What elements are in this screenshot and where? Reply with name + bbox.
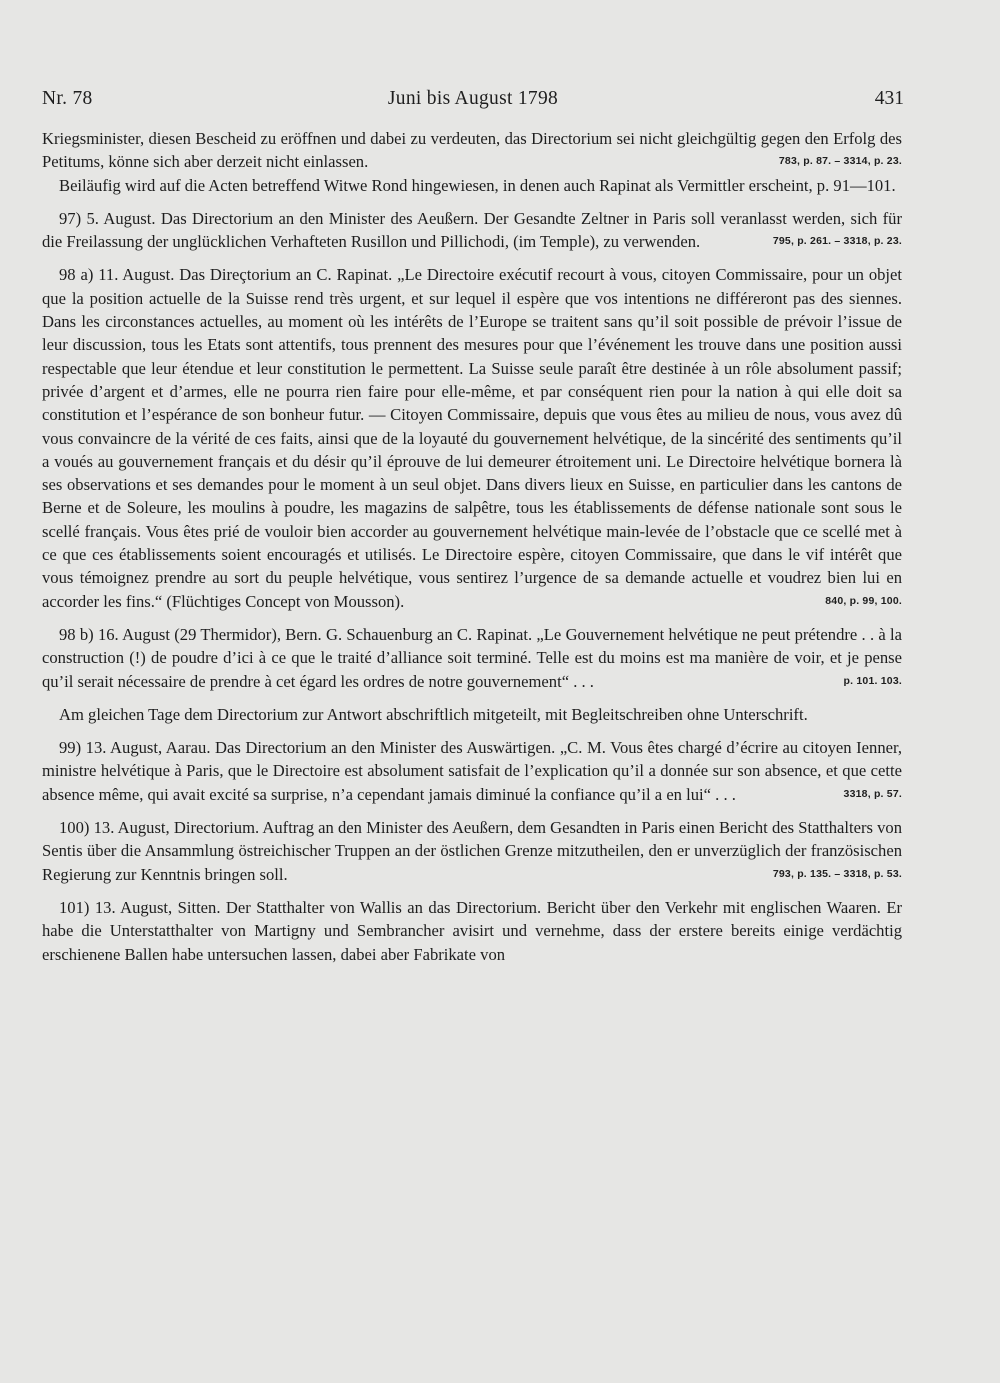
archive-reference: 793, p. 135. – 3318, p. 53. (772, 867, 902, 880)
page-body (42, 127, 902, 966)
entry-paragraph (42, 174, 902, 197)
entry-paragraph (42, 263, 902, 612)
archive-reference: 3318, p. 57. (843, 787, 902, 800)
entry-text: Am gleichen Tage dem Directorium zur Antwort abschriftlich mitgeteilt, mit Begleitschreiben ohne Unterschrift. (59, 704, 808, 724)
entry-text: 100) 13. August, Directorium. Auftrag an den Minister des Aeußern, dem Gesandten in Paris einen Bericht des Statthalters von Sentis über die Ansammlung östreichischer Truppen an der östlichen Grenze mitzutheilen, den er unverzüglich der französischen Regierung zur Kenntnis bringen soll. (42, 818, 902, 884)
archive-reference: p. 101. 103. (843, 674, 902, 687)
document-number: Nr. 78 (42, 88, 93, 109)
entry-paragraph (42, 127, 902, 174)
entry-paragraph (42, 816, 902, 886)
entry-text: 98 b) 16. August (29 Thermidor), Bern. G. Schauenburg an C. Rapinat. „Le Gouvernement helvétique ne peut prétendre . . à la construction (!) de poudre d’ici à ce que le traité d’alliance soit terminé. Telle est du moins est ma manière de voir, et je pense qu’il serait nécessaire de prendre à cet égard les ordres de notre gouvernement“ . . . (42, 624, 902, 691)
archive-reference: 783, p. 87. – 3314, p. 23. (778, 155, 902, 168)
entry-text: 98 a) 11. August. Das Direçtorium an C. Rapinat. „Le Directoire exécutif recourt à vous, citoyen Commissaire, pour un objet que la position actuelle de la Suisse rend très urgent, et sur lequel il espère que vos intentions ne différeront pas des siennes. Dans les circonstances actuelles, au moment où les intérêts de l’Europe se traitent sans qu’il soit possible de prévoir l’issue de leur discussion, tous les Etats sont attentifs, tous prennent des mesures pour que l’événement les trouve dans une position aussi respectable que leur étendue et leur constitution le permettent. La Suisse seule paraît être destinée à un rôle absolument passif; privée d’argent et d’armes, elle ne pourra rien faire pour elle-même, et par conséquent rien pour la nation à qui elle doit sa constitution et l’espérance de son bonheur futur. — Citoyen Commissaire, depuis que vous êtes au milieu de nous, vous avez dû vous convaincre de la vérité de ces faits, ainsi que de la loyauté du gouvernement helvétique, de la sincérité des sentiments qu’il a voués au gouvernement français et du désir qu’il éprouve de lui demeurer étroitement uni. Le Directoire helvétique bornera là ses observations et ses demandes pour le moment à un seul objet. Dans divers lieux en Suisse, en particulier dans les cantons de Berne et de Soleure, les moulins à poudre, les magazins de salpêtre, tous les établissements de défense nationale sont sous le scellé français. Vous êtes prié de vouloir bien accorder au gouvernement helvétique main-levée de l’obstacle que ce scellé met à ce que ces établissements soient encouragés et utilisés. Le Directoire espère, citoyen Commissaire, que dans le vif intérêt que vous témoignez prendre au sort du peuple helvétique, vous sentirez l’urgence de sa demande actuelle et voudrez bien lui en accorder les fins.“ (Flüchtiges Concept von Mousson). (42, 265, 902, 611)
entry-paragraph (42, 623, 902, 693)
entry-paragraph (42, 207, 902, 254)
page-header (42, 88, 904, 118)
entry-text: 97) 5. August. Das Directorium an den Minister des Aeußern. Der Gesandte Zeltner in Paris soll veranlasst werden, sich für die Freilassung der unglücklichen Verhafteten Rusillon und Pillichodi, (im Temple), zu verwenden. (42, 208, 902, 252)
entry-paragraph (42, 703, 902, 726)
archive-reference: 795, p. 261. – 3318, p. 23. (772, 235, 902, 248)
entry-text: Beiläufig wird auf die Acten betreffend Witwe Rond hingewiesen, in denen auch Rapinat als Vermittler erscheint, p. 91—101. (59, 175, 896, 195)
entry-text: 99) 13. August, Aarau. Das Directorium an den Minister des Auswärtigen. „C. M. Vous êtes chargé d’écrire au citoyen Ienner, ministre helvétique à Paris, que le Directoire est absolument satisfait de l’explication qu’il a donnée sur son absence, et que cette absence même, qui avait excité sa surprise, n’a cependant jamais diminué la confiance qu’il a en lui“ . . . (42, 738, 902, 804)
archive-reference: 840, p. 99, 100. (825, 594, 902, 607)
entry-paragraph (42, 736, 902, 806)
entry-text: 101) 13. August, Sitten. Der Statthalter von Wallis an das Directorium. Bericht über den Verkehr mit englischen Waaren. Er habe die Unterstatthalter von Martigny und Sembrancher avisirt und vernehme, dass der erstere bereits einige verdächtig erschienene Ballen habe untersuchen lassen, dabei aber Fabrikate von (42, 897, 902, 964)
entry-paragraph (42, 896, 902, 966)
running-title: Juni bis August 1798 (387, 88, 559, 109)
entry-text: Kriegsminister, diesen Bescheid zu eröffnen und dabei zu verdeuten, das Directorium sei nicht gleichgültig gegen den Erfolg des Petitums, könne sich aber derzeit nicht einlassen. (42, 129, 902, 172)
page-number: 431 (874, 88, 904, 109)
